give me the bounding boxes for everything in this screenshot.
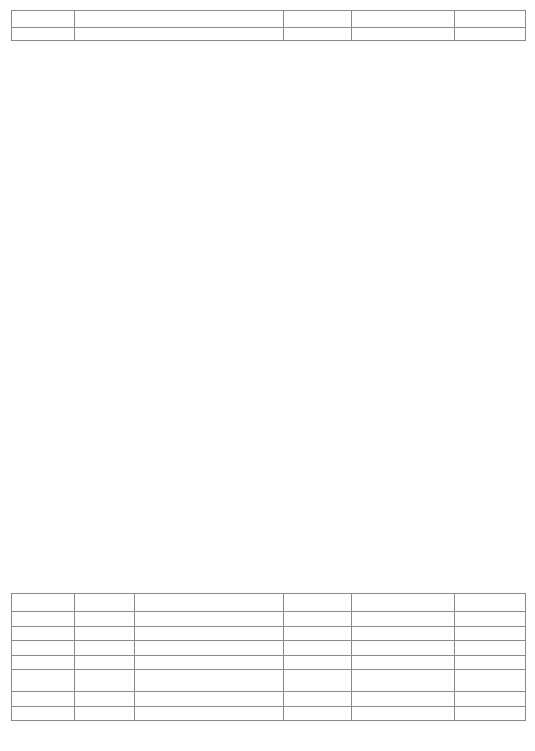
header-beneficiaries <box>284 11 352 28</box>
overseas-beneficiary-table <box>11 669 526 721</box>
header-country <box>75 670 135 692</box>
table-row <box>12 626 526 641</box>
header-beneficiaries <box>284 670 352 692</box>
table-header-row <box>12 670 526 692</box>
table-row <box>12 641 526 656</box>
total-row <box>12 28 526 41</box>
table-row <box>12 692 526 707</box>
header-amount <box>455 594 526 612</box>
header-country <box>75 594 135 612</box>
table-row <box>12 655 526 670</box>
total-count <box>284 28 352 41</box>
header-purpose <box>75 11 284 28</box>
header-month <box>12 594 75 612</box>
header-amount <box>455 670 526 692</box>
table-row <box>12 612 526 627</box>
total-label <box>12 28 75 41</box>
table-header-row <box>12 594 526 612</box>
header-recipient <box>352 594 455 612</box>
overseas-expenditure-table <box>11 593 526 670</box>
header-amount <box>455 11 526 28</box>
table-row <box>12 706 526 721</box>
header-purpose <box>135 594 284 612</box>
header-payment-count <box>284 594 352 612</box>
table-header-row <box>12 11 526 28</box>
domestic-expenditure-table <box>11 10 526 41</box>
header-recipient <box>352 670 455 692</box>
header-year <box>12 11 75 28</box>
header-purpose <box>135 670 284 692</box>
total-amount <box>455 28 526 41</box>
header-year <box>12 670 75 692</box>
header-recipient <box>352 11 455 28</box>
